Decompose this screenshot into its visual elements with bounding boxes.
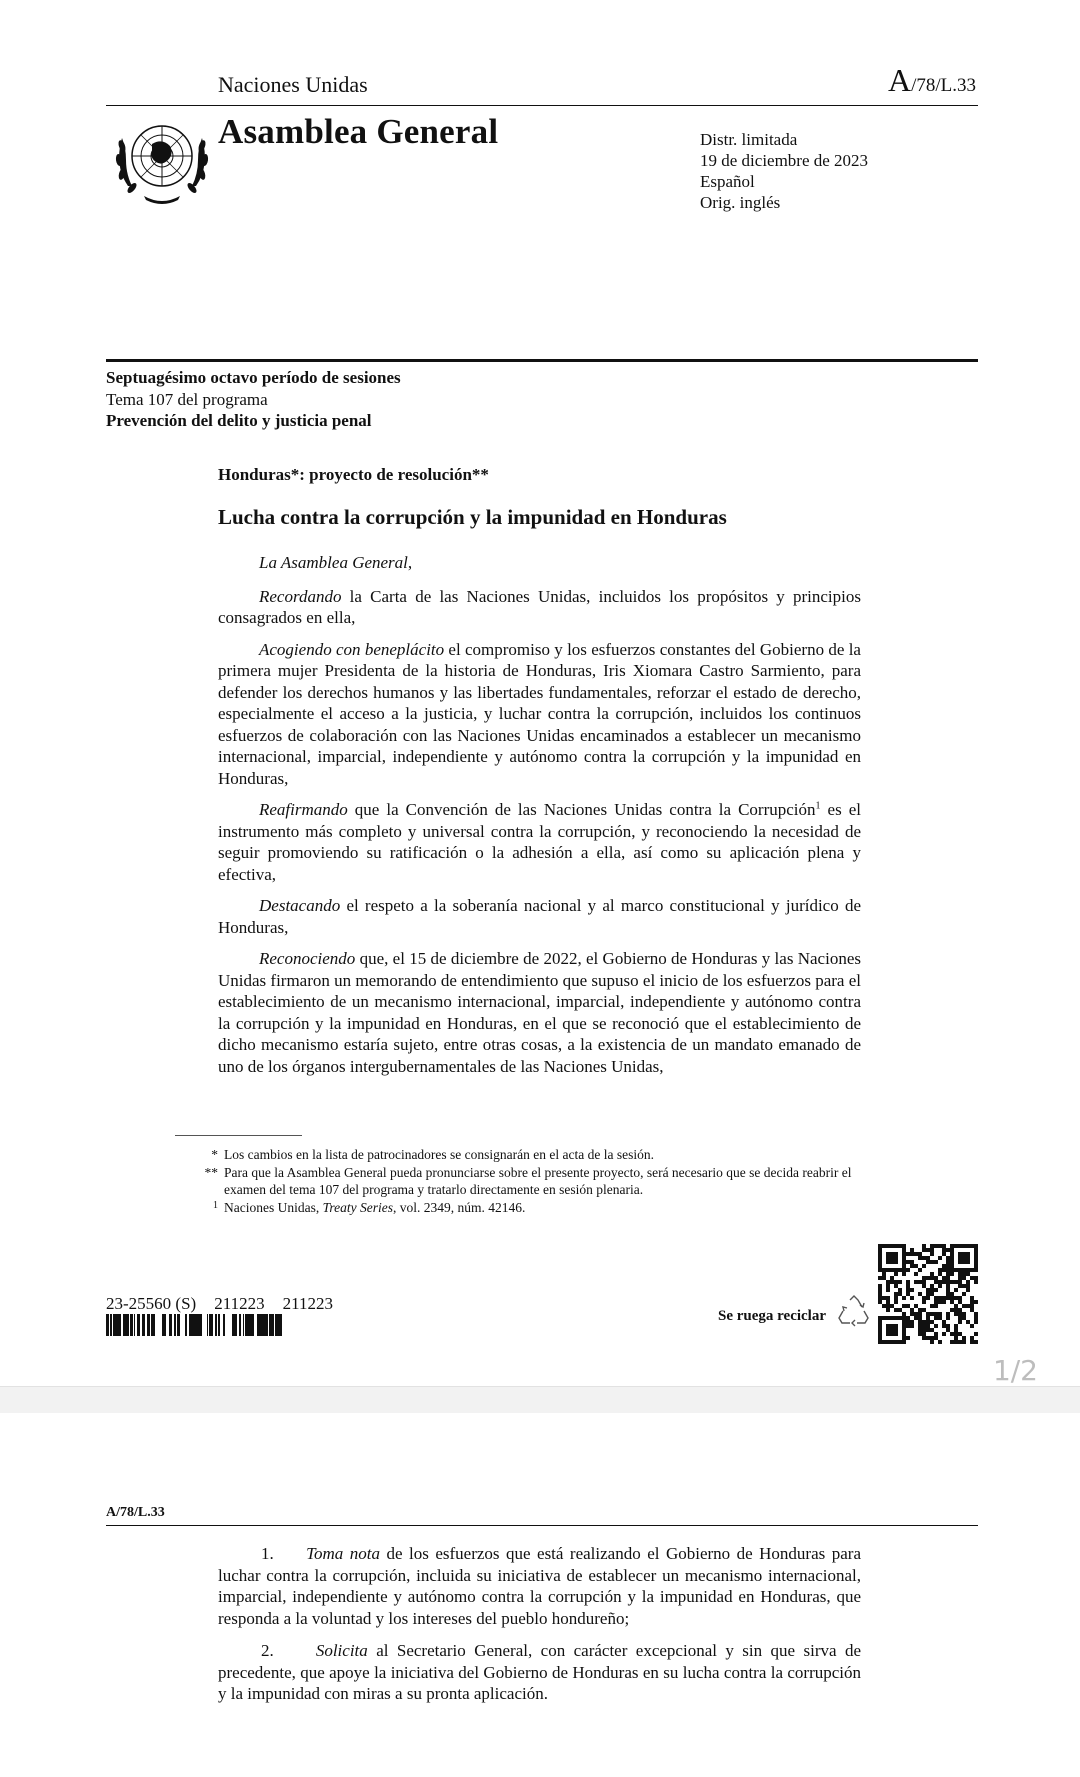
header-rule <box>106 105 978 106</box>
job-number: 23-25560 (S) <box>106 1294 197 1313</box>
date-code: 211223 <box>282 1294 333 1313</box>
page-gap <box>0 1386 1080 1415</box>
paragraph-lead: Toma nota <box>306 1544 381 1563</box>
preambular-paragraph <box>218 895 861 938</box>
un-emblem-icon <box>110 114 214 206</box>
document-page-2 <box>0 1413 1080 1777</box>
document-symbol <box>888 62 976 99</box>
footnotes <box>190 1146 862 1216</box>
paragraph-text: de los esfuerzos que está realizando el Gobierno de Honduras para luchar contra la corrupción, incluida su iniciativa de establecer un mecanismo internacional, imparcial, independiente y autónomo contra la corrupción y la impunidad en Honduras, que responda a la voluntad y los intereses del pueblo hondureño; <box>218 1544 861 1628</box>
paragraph-lead: La Asamblea General <box>259 553 408 572</box>
paragraph-lead: Recordando <box>259 586 342 606</box>
distribution-original: Orig. inglés <box>700 193 781 212</box>
paragraph-text: al Secretario General, con carácter excepcional y sin que sirva de precedente, que apoye la iniciativa del Gobierno de Honduras en su lucha contra la corrupción y la impunidad con miras a su pronta aplicación. <box>218 1641 862 1703</box>
footnote-text: Los cambios en la lista de patrocinadores se consignarán en el acta de la sesión. <box>224 1147 654 1162</box>
agenda-item: Tema 107 del programa <box>106 389 268 409</box>
paragraph-text: la Carta de las Naciones Unidas, incluidos los propósitos y principios consagrados en ella, <box>218 586 861 627</box>
symbol-suffix: /78/L.33 <box>911 75 976 96</box>
organ-title: Asamblea General <box>218 112 499 151</box>
preambular-paragraph <box>218 552 861 574</box>
operative-paragraphs <box>218 1543 861 1716</box>
footnote <box>190 1164 862 1199</box>
org-name: Naciones Unidas <box>218 72 368 97</box>
paragraph-number: 2. <box>261 1641 274 1660</box>
footnote-text-before: Naciones Unidas, <box>224 1199 323 1215</box>
preambular-paragraphs <box>218 552 861 1087</box>
page-indicator: 1/2 <box>992 1354 1038 1387</box>
paragraph-lead: Destacando <box>259 896 341 915</box>
symbol-prefix: A <box>887 62 912 98</box>
job-number-line <box>106 1294 351 1314</box>
barcode-icon <box>106 1314 284 1336</box>
footnote-italic: Treaty Series <box>322 1199 393 1215</box>
footnote-text-after: , vol. 2349, núm. 42146. <box>392 1199 526 1215</box>
date-code: 211223 <box>214 1294 265 1313</box>
qr-code-icon <box>878 1244 978 1344</box>
paragraph-lead: Reafirmando <box>259 800 348 819</box>
page2-symbol: A/78/L.33 <box>106 1505 165 1520</box>
paragraph-text: que, el 15 de diciembre de 2022, el Gobierno de Honduras y las Naciones Unidas firmaron un memorando de entendimiento que supuso el inicio de los esfuerzos para el establecimiento de un mecanismo internacional, imparcial, independiente y autónomo contra la corrupción y la impunidad en Honduras, en el que se reconoció que el establecimiento de dicho mecanismo estaría sujeto, entre otras cosas, a la existencia de un mandato emanado de uno de los órganos intergubernamentales de las Naciones Unidas, <box>218 949 861 1076</box>
preambular-paragraph <box>218 948 861 1077</box>
footnote-text: Para que la Asamblea General pueda pronunciarse sobre el presente proyecto, será necesario que se decida reabrir el examen del tema 107 del programa y tratarlo directamente en sesión plenaria. <box>224 1164 852 1197</box>
preambular-paragraph <box>218 586 861 629</box>
resolution-title: Lucha contra la corrupción y la impunidad en Honduras <box>218 505 727 529</box>
preambular-paragraph <box>218 799 861 885</box>
paragraph-text-continued: es el instrumento más completo y universal contra la corrupción, y reconociendo la necesidad de seguir promoviendo su ratificación o la adhesión a ella, así como su aplicación plena y efectiva, <box>218 800 861 884</box>
footnote-ref[interactable]: 1 <box>815 800 821 812</box>
footnote <box>190 1146 862 1164</box>
footnote-separator <box>175 1135 302 1136</box>
paragraph-text: , <box>407 553 413 572</box>
distribution-line: Distr. limitada <box>700 130 798 149</box>
paragraph-text: el respeto a la soberanía nacional y al marco constitucional y jurídico de Honduras, <box>218 896 861 937</box>
footnote <box>190 1199 862 1217</box>
session-title: Septuagésimo octavo período de sesiones <box>106 368 401 387</box>
footnote-text <box>224 1199 862 1217</box>
distribution-language: Español <box>700 172 755 191</box>
operative-paragraph <box>218 1640 861 1705</box>
paragraph-number: 1. <box>261 1544 274 1563</box>
draft-resolution-header: Honduras*: proyecto de resolución** <box>218 465 489 484</box>
page2-header-rule <box>106 1525 978 1526</box>
paragraph-text: el compromiso y los esfuerzos constantes del Gobierno de la primera mujer Presidenta de la historia de Honduras, Iris Xiomara Castro Sarmiento, para defender los derechos humanos y las libertades fundamentales, reforzar el estado de derecho, especialmente el acceso a la justicia, y luchar contra la corrupción, incluidos los continuos esfuerzos de colaboración con las Naciones Unidas encaminados a establecer un mecanismo internacional, imparcial, independiente y autónomo contra la corrupción y la impunidad en Honduras, <box>218 639 861 788</box>
operative-paragraph <box>218 1543 861 1629</box>
distribution-date: 19 de diciembre de 2023 <box>700 151 869 170</box>
paragraph-lead: Solicita <box>315 1641 368 1660</box>
preambular-paragraph <box>218 639 861 790</box>
recycle-label: Se ruega reciclar <box>718 1308 827 1324</box>
paragraph-lead: Reconociendo <box>259 949 356 968</box>
footnote-mark: 1 <box>213 1199 218 1211</box>
session-rule <box>106 359 978 362</box>
agenda-item-title: Prevención del delito y justicia penal <box>106 411 372 430</box>
recycle-icon <box>836 1294 872 1328</box>
paragraph-lead: Acogiendo con beneplácito <box>259 639 445 659</box>
distribution-block <box>700 129 868 213</box>
session-block <box>106 367 401 432</box>
footnote-mark: * <box>211 1147 218 1162</box>
paragraph-text: que la Convención de las Naciones Unidas contra la Corrupción <box>347 800 816 819</box>
footnote-mark: ** <box>204 1164 218 1180</box>
